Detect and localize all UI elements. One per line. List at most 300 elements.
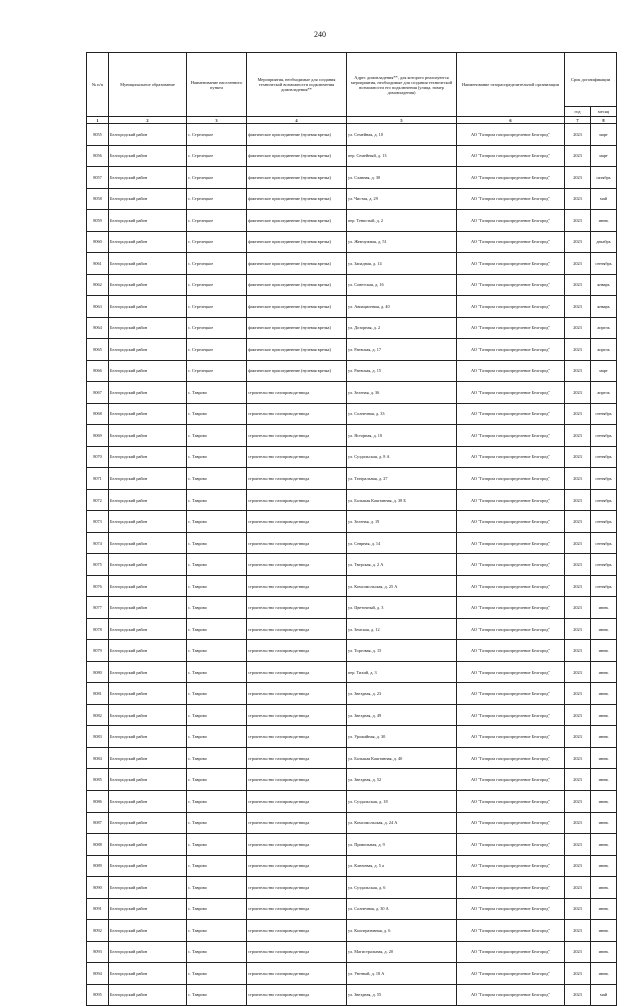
municipality-cell: Белгородский район [109, 253, 187, 275]
organization-cell: АО "Газпром газораспределение Белгород" [457, 661, 565, 683]
organization-cell: АО "Газпром газораспределение Белгород" [457, 920, 565, 942]
year-cell: 2023 [565, 446, 591, 468]
table-row [87, 210, 617, 232]
organization-cell: АО "Газпром газораспределение Белгород" [457, 834, 565, 856]
municipality-cell: Белгородский район [109, 468, 187, 490]
activity-cell: фактическое присоединение (нулевая врезка) [247, 167, 347, 189]
row-number: 8089 [87, 855, 109, 877]
year-cell: 2023 [565, 382, 591, 404]
organization-cell: АО "Газпром газораспределение Белгород" [457, 554, 565, 576]
settlement-cell: с. Таврово [187, 446, 247, 468]
row-number: 8081 [87, 683, 109, 705]
table-row [87, 640, 617, 662]
year-cell: 2023 [565, 640, 591, 662]
row-number: 8070 [87, 446, 109, 468]
municipality-cell: Белгородский район [109, 403, 187, 425]
organization-cell: АО "Газпром газораспределение Белгород" [457, 145, 565, 167]
address-cell: ул. Раевская, д. 17 [347, 339, 457, 361]
row-number: 8057 [87, 167, 109, 189]
settlement-cell: с. Таврово [187, 403, 247, 425]
month-cell: июнь [591, 920, 617, 942]
organization-cell: АО "Газпром газораспределение Белгород" [457, 726, 565, 748]
month-cell: июнь [591, 661, 617, 683]
municipality-cell: Белгородский район [109, 296, 187, 318]
activity-cell: фактическое присоединение (нулевая врезка) [247, 274, 347, 296]
municipality-cell: Белгородский район [109, 167, 187, 189]
month-cell: июнь [591, 898, 617, 920]
organization-cell: АО "Газпром газораспределение Белгород" [457, 855, 565, 877]
month-cell: июнь [591, 747, 617, 769]
row-number: 8063 [87, 296, 109, 318]
year-cell: 2023 [565, 532, 591, 554]
row-number: 8084 [87, 747, 109, 769]
municipality-cell: Белгородский район [109, 274, 187, 296]
activity-cell: фактическое присоединение (нулевая врезка) [247, 231, 347, 253]
table-row [87, 167, 617, 189]
month-cell: июнь [591, 963, 617, 985]
address-cell: ул. Ключевая, д. 5 а [347, 855, 457, 877]
table-row [87, 769, 617, 791]
settlement-cell: с. Таврово [187, 382, 247, 404]
table-row [87, 425, 617, 447]
settlement-cell: с. Стрелецкое [187, 124, 247, 146]
address-cell: ул. Западная, д. 14 [347, 253, 457, 275]
row-number: 8060 [87, 231, 109, 253]
municipality-cell: Белгородский район [109, 210, 187, 232]
address-cell: ул. Торговая, д. 15 [347, 640, 457, 662]
address-cell: ул. Ясторная, д. 10 [347, 425, 457, 447]
year-cell: 2023 [565, 425, 591, 447]
address-cell: ул. Привольная, д. 9 [347, 834, 457, 856]
municipality-cell: Белгородский район [109, 446, 187, 468]
month-cell: июнь [591, 618, 617, 640]
organization-cell: АО "Газпром газораспределение Белгород" [457, 769, 565, 791]
table-row [87, 941, 617, 963]
municipality-cell: Белгородский район [109, 597, 187, 619]
table-row [87, 855, 617, 877]
year-cell: 2023 [565, 855, 591, 877]
year-cell: 2023 [565, 597, 591, 619]
settlement-cell: с. Таврово [187, 575, 247, 597]
activity-cell: строительство газопровода-ввода [247, 618, 347, 640]
month-cell: июнь [591, 877, 617, 899]
activity-cell: строительство газопровода-ввода [247, 812, 347, 834]
address-cell: ул. Суздальская, д. 18 [347, 790, 457, 812]
year-cell: 2023 [565, 489, 591, 511]
municipality-cell: Белгородский район [109, 726, 187, 748]
settlement-cell: с. Стрелецкое [187, 339, 247, 361]
month-cell: июнь [591, 834, 617, 856]
activity-cell: фактическое присоединение (нулевая врезка) [247, 339, 347, 361]
settlement-cell: с. Таврово [187, 489, 247, 511]
address-cell: ул. Звездная, д. 52 [347, 769, 457, 791]
address-cell: ул. Большая Каштанная, д. 38 Б [347, 489, 457, 511]
municipality-cell: Белгородский район [109, 339, 187, 361]
settlement-cell: с. Таврово [187, 898, 247, 920]
activity-cell: строительство газопровода-ввода [247, 984, 347, 1006]
address-cell: ул. Авиационная, д. 40 [347, 296, 457, 318]
activity-cell: фактическое присоединение (нулевая врезка) [247, 253, 347, 275]
address-cell: ул. Севрная, д. 14 [347, 532, 457, 554]
table-row [87, 554, 617, 576]
settlement-cell: с. Таврово [187, 790, 247, 812]
column-index: 6 [457, 117, 565, 124]
settlement-cell: с. Таврово [187, 726, 247, 748]
year-cell: 2023 [565, 511, 591, 533]
municipality-cell: Белгородский район [109, 898, 187, 920]
table-row [87, 683, 617, 705]
row-number: 8071 [87, 468, 109, 490]
header-organization: Наименование газораспределительной организации [457, 53, 565, 117]
month-cell: сентябрь [591, 575, 617, 597]
activity-cell: строительство газопровода-ввода [247, 769, 347, 791]
month-cell: сентябрь [591, 489, 617, 511]
month-cell: январь [591, 274, 617, 296]
table-row [87, 124, 617, 146]
address-cell: ул. Комсомольская, д. 24 А [347, 812, 457, 834]
year-cell: 2023 [565, 167, 591, 189]
row-number: 8076 [87, 575, 109, 597]
address-cell: ул. Дозорная, д. 2 [347, 317, 457, 339]
month-cell: апрель [591, 339, 617, 361]
settlement-cell: с. Стрелецкое [187, 167, 247, 189]
activity-cell: строительство газопровода-ввода [247, 726, 347, 748]
organization-cell: АО "Газпром газораспределение Белгород" [457, 296, 565, 318]
settlement-cell: с. Таврово [187, 769, 247, 791]
municipality-cell: Белгородский район [109, 812, 187, 834]
municipality-cell: Белгородский район [109, 855, 187, 877]
row-number: 8068 [87, 403, 109, 425]
address-cell: ул. Семейная, д. 10 [347, 124, 457, 146]
municipality-cell: Белгородский район [109, 640, 187, 662]
settlement-cell: с. Таврово [187, 425, 247, 447]
address-cell: ул. Тверская, д. 2 А [347, 554, 457, 576]
table-row [87, 468, 617, 490]
settlement-cell: с. Стрелецкое [187, 145, 247, 167]
month-cell: июнь [591, 769, 617, 791]
header-municipality: Муниципальное образование [109, 53, 187, 117]
month-cell: июнь [591, 210, 617, 232]
organization-cell: АО "Газпром газораспределение Белгород" [457, 446, 565, 468]
year-cell: 2023 [565, 274, 591, 296]
row-number: 8059 [87, 210, 109, 232]
settlement-cell: с. Таврово [187, 920, 247, 942]
row-number: 8091 [87, 898, 109, 920]
activity-cell: фактическое присоединение (нулевая врезка) [247, 360, 347, 382]
address-cell: ул. Суздальская, д. 8 А [347, 446, 457, 468]
row-number: 8065 [87, 339, 109, 361]
row-number: 8055 [87, 124, 109, 146]
municipality-cell: Белгородский район [109, 382, 187, 404]
municipality-cell: Белгородский район [109, 554, 187, 576]
month-cell: январь [591, 296, 617, 318]
column-index-row [87, 117, 617, 124]
row-number: 8080 [87, 661, 109, 683]
organization-cell: АО "Газпром газораспределение Белгород" [457, 575, 565, 597]
address-cell: ул. Суздальская, д. 6 [347, 877, 457, 899]
month-cell: март [591, 124, 617, 146]
row-number: 8064 [87, 317, 109, 339]
month-cell: сентябрь [591, 253, 617, 275]
municipality-cell: Белгородский район [109, 683, 187, 705]
municipality-cell: Белгородский район [109, 661, 187, 683]
year-cell: 2023 [565, 984, 591, 1006]
header-settlement: Наименование населенного пункта [187, 53, 247, 117]
column-index: 3 [187, 117, 247, 124]
municipality-cell: Белгородский район [109, 834, 187, 856]
table-row [87, 963, 617, 985]
address-cell: пер. Тихий, д. 3 [347, 661, 457, 683]
address-cell: ул. Славная, д. 30 [347, 167, 457, 189]
organization-cell: АО "Газпром газораспределение Белгород" [457, 210, 565, 232]
address-cell: ул. Уютный, д. 18 А [347, 963, 457, 985]
row-number: 8072 [87, 489, 109, 511]
year-cell: 2023 [565, 726, 591, 748]
table-row [87, 231, 617, 253]
month-cell: сентябрь [591, 446, 617, 468]
month-cell: сентябрь [591, 511, 617, 533]
row-number: 8077 [87, 597, 109, 619]
municipality-cell: Белгородский район [109, 317, 187, 339]
gasification-table [86, 52, 617, 1006]
table-row [87, 532, 617, 554]
month-cell: июнь [591, 790, 617, 812]
activity-cell: фактическое присоединение (нулевая врезка) [247, 124, 347, 146]
municipality-cell: Белгородский район [109, 769, 187, 791]
column-index: 4 [247, 117, 347, 124]
address-cell: ул. Урожайная, д. 30 [347, 726, 457, 748]
activity-cell: строительство газопровода-ввода [247, 898, 347, 920]
organization-cell: АО "Газпром газораспределение Белгород" [457, 124, 565, 146]
activity-cell: строительство газопровода-ввода [247, 920, 347, 942]
settlement-cell: с. Таврово [187, 554, 247, 576]
municipality-cell: Белгородский район [109, 231, 187, 253]
organization-cell: АО "Газпром газораспределение Белгород" [457, 253, 565, 275]
table-row [87, 747, 617, 769]
municipality-cell: Белгородский район [109, 532, 187, 554]
address-cell: ул. Комсомольская, д. 25 А [347, 575, 457, 597]
settlement-cell: с. Таврово [187, 640, 247, 662]
address-cell: ул. Жемчужная, д. 51 [347, 231, 457, 253]
table-row [87, 511, 617, 533]
address-cell: ул. Звездная, д. 23 [347, 683, 457, 705]
activity-cell: строительство газопровода-ввода [247, 575, 347, 597]
address-cell: ул. Советская, д. 16 [347, 274, 457, 296]
table-row [87, 812, 617, 834]
activity-cell: строительство газопровода-ввода [247, 511, 347, 533]
organization-cell: АО "Газпром газораспределение Белгород" [457, 382, 565, 404]
organization-cell: АО "Газпром газораспределение Белгород" [457, 963, 565, 985]
activity-cell: фактическое присоединение (нулевая врезка) [247, 296, 347, 318]
settlement-cell: с. Таврово [187, 747, 247, 769]
column-index: 1 [87, 117, 109, 124]
year-cell: 2023 [565, 877, 591, 899]
address-cell: пер. Тенистый, д. 2 [347, 210, 457, 232]
row-number: 8087 [87, 812, 109, 834]
month-cell: декабрь [591, 231, 617, 253]
organization-cell: АО "Газпром газораспределение Белгород" [457, 941, 565, 963]
row-number: 8095 [87, 984, 109, 1006]
row-number: 8066 [87, 360, 109, 382]
table-row [87, 661, 617, 683]
table-row [87, 704, 617, 726]
address-cell: ул. Раевская, д. 15 [347, 360, 457, 382]
year-cell: 2023 [565, 296, 591, 318]
activity-cell: строительство газопровода-ввода [247, 425, 347, 447]
address-cell: ул. Зеленая, д. 36 [347, 382, 457, 404]
municipality-cell: Белгородский район [109, 575, 187, 597]
table-body [87, 124, 617, 1006]
month-cell: март [591, 360, 617, 382]
address-cell: ул. Земская, д. 12 [347, 618, 457, 640]
organization-cell: АО "Газпром газораспределение Белгород" [457, 339, 565, 361]
month-cell: сентябрь [591, 403, 617, 425]
activity-cell: строительство газопровода-ввода [247, 747, 347, 769]
activity-cell: строительство газопровода-ввода [247, 554, 347, 576]
year-cell: 2023 [565, 618, 591, 640]
activity-cell: строительство газопровода-ввода [247, 532, 347, 554]
municipality-cell: Белгородский район [109, 360, 187, 382]
year-cell: 2023 [565, 231, 591, 253]
table-row [87, 253, 617, 275]
row-number: 8056 [87, 145, 109, 167]
organization-cell: АО "Газпром газораспределение Белгород" [457, 403, 565, 425]
organization-cell: АО "Газпром газораспределение Белгород" [457, 317, 565, 339]
activity-cell: строительство газопровода-ввода [247, 446, 347, 468]
organization-cell: АО "Газпром газораспределение Белгород" [457, 468, 565, 490]
row-number: 8092 [87, 920, 109, 942]
table-row [87, 489, 617, 511]
row-number: 8085 [87, 769, 109, 791]
settlement-cell: с. Таврово [187, 618, 247, 640]
organization-cell: АО "Газпром газораспределение Белгород" [457, 640, 565, 662]
activity-cell: строительство газопровода-ввода [247, 704, 347, 726]
month-cell: июнь [591, 683, 617, 705]
settlement-cell: с. Таврово [187, 941, 247, 963]
activity-cell: фактическое присоединение (нулевая врезка) [247, 188, 347, 210]
organization-cell: АО "Газпром газораспределение Белгород" [457, 704, 565, 726]
settlement-cell: с. Стрелецкое [187, 296, 247, 318]
municipality-cell: Белгородский район [109, 984, 187, 1006]
organization-cell: АО "Газпром газораспределение Белгород" [457, 812, 565, 834]
row-number: 8058 [87, 188, 109, 210]
settlement-cell: с. Таврово [187, 683, 247, 705]
month-cell: июнь [591, 941, 617, 963]
activity-cell: строительство газопровода-ввода [247, 661, 347, 683]
table-row [87, 920, 617, 942]
year-cell: 2023 [565, 898, 591, 920]
address-cell: ул. Кооперативная, д. 6 [347, 920, 457, 942]
month-cell: июнь [591, 726, 617, 748]
address-cell: ул. Звездная, д. 49 [347, 704, 457, 726]
activity-cell: строительство газопровода-ввода [247, 790, 347, 812]
activity-cell: строительство газопровода-ввода [247, 468, 347, 490]
month-cell: июнь [591, 855, 617, 877]
row-number: 8086 [87, 790, 109, 812]
year-cell: 2023 [565, 661, 591, 683]
year-cell: 2023 [565, 575, 591, 597]
activity-cell: фактическое присоединение (нулевая врезка) [247, 317, 347, 339]
month-cell: июнь [591, 812, 617, 834]
table-row [87, 145, 617, 167]
month-cell: май [591, 188, 617, 210]
settlement-cell: с. Таврово [187, 704, 247, 726]
row-number: 8094 [87, 963, 109, 985]
settlement-cell: с. Таврово [187, 963, 247, 985]
column-index: 7 [565, 117, 591, 124]
month-cell: июнь [591, 640, 617, 662]
month-cell: июнь [591, 704, 617, 726]
activity-cell: строительство газопровода-ввода [247, 834, 347, 856]
table-row [87, 618, 617, 640]
address-cell: ул. Магистральная, д. 20 [347, 941, 457, 963]
year-cell: 2023 [565, 790, 591, 812]
row-number: 8074 [87, 532, 109, 554]
address-cell: ул. Цветочный, д. 3 [347, 597, 457, 619]
table-row [87, 790, 617, 812]
table-row [87, 274, 617, 296]
settlement-cell: с. Таврово [187, 834, 247, 856]
settlement-cell: с. Стрелецкое [187, 360, 247, 382]
year-cell: 2023 [565, 188, 591, 210]
municipality-cell: Белгородский район [109, 511, 187, 533]
year-cell: 2023 [565, 683, 591, 705]
year-cell: 2023 [565, 747, 591, 769]
year-cell: 2023 [565, 360, 591, 382]
settlement-cell: с. Стрелецкое [187, 188, 247, 210]
address-cell: ул. Звездная, д. 55 [347, 984, 457, 1006]
year-cell: 2023 [565, 941, 591, 963]
row-number: 8082 [87, 704, 109, 726]
row-number: 8093 [87, 941, 109, 963]
year-cell: 2023 [565, 253, 591, 275]
month-cell: июнь [591, 597, 617, 619]
month-cell: март [591, 145, 617, 167]
month-cell: апрель [591, 317, 617, 339]
table-row [87, 403, 617, 425]
year-cell: 2023 [565, 403, 591, 425]
activity-cell: строительство газопровода-ввода [247, 877, 347, 899]
header-year: год [565, 107, 591, 117]
activity-cell: строительство газопровода-ввода [247, 941, 347, 963]
address-cell: ул. Большая Каштанная, д. 40 [347, 747, 457, 769]
activity-cell: строительство газопровода-ввода [247, 683, 347, 705]
month-cell: октябрь [591, 167, 617, 189]
year-cell: 2023 [565, 317, 591, 339]
table-row [87, 597, 617, 619]
year-cell: 2023 [565, 769, 591, 791]
year-cell: 2023 [565, 963, 591, 985]
municipality-cell: Белгородский район [109, 877, 187, 899]
organization-cell: АО "Газпром газораспределение Белгород" [457, 360, 565, 382]
settlement-cell: с. Стрелецкое [187, 210, 247, 232]
settlement-cell: с. Таврово [187, 984, 247, 1006]
organization-cell: АО "Газпром газораспределение Белгород" [457, 489, 565, 511]
municipality-cell: Белгородский район [109, 941, 187, 963]
settlement-cell: с. Стрелецкое [187, 274, 247, 296]
organization-cell: АО "Газпром газораспределение Белгород" [457, 511, 565, 533]
month-cell: сентябрь [591, 468, 617, 490]
settlement-cell: с. Таврово [187, 855, 247, 877]
municipality-cell: Белгородский район [109, 920, 187, 942]
table-row [87, 898, 617, 920]
table-row [87, 339, 617, 361]
table-row [87, 575, 617, 597]
municipality-cell: Белгородский район [109, 704, 187, 726]
header-number: № п/п [87, 53, 109, 117]
month-cell: сентябрь [591, 425, 617, 447]
row-number: 8079 [87, 640, 109, 662]
